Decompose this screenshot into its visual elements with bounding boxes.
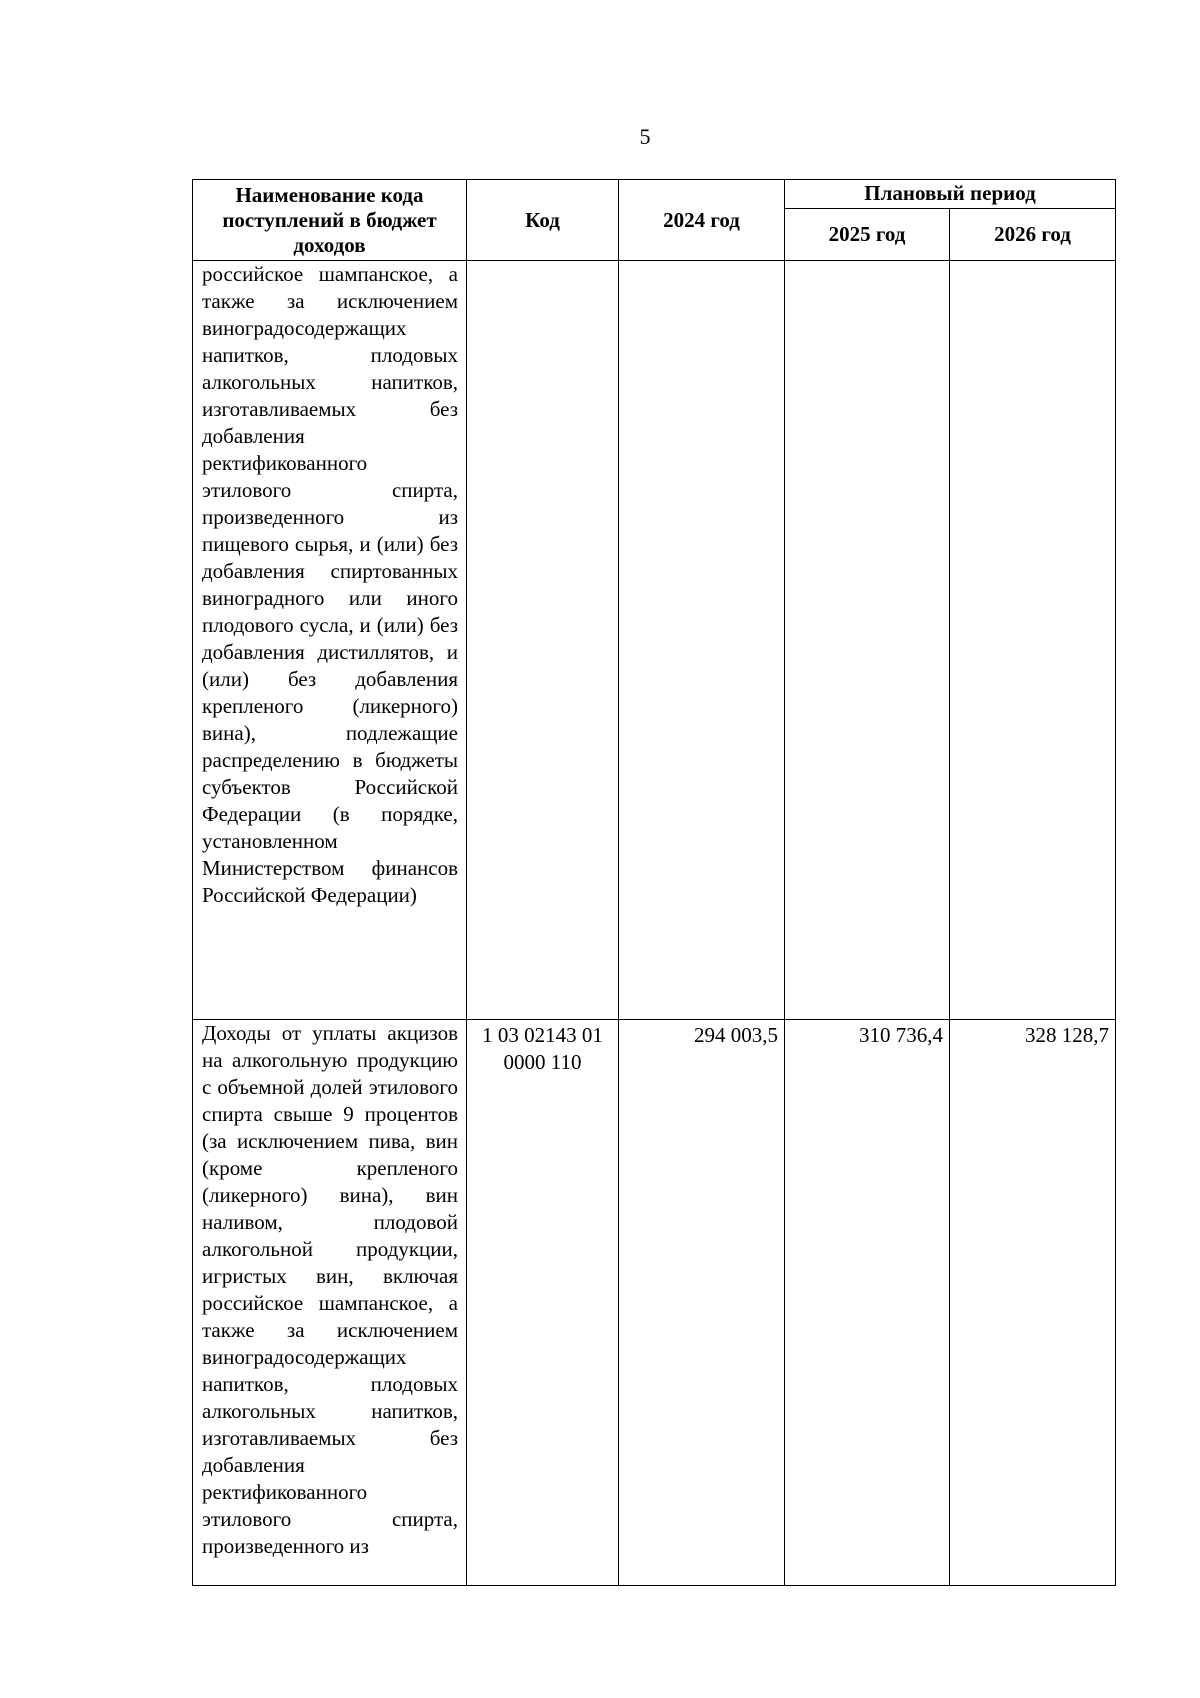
row-2026-cell: 328 128,7 xyxy=(950,1020,1116,1586)
table-row xyxy=(193,261,1116,1020)
row-code-cell: 1 03 02143 01 0000 110 xyxy=(467,1020,619,1586)
row-2024-cell xyxy=(619,261,785,1020)
header-2024: 2024 год xyxy=(619,180,785,261)
row-code-cell xyxy=(467,261,619,1020)
row-2026-cell xyxy=(950,261,1116,1020)
header-planned-period: Плановый период xyxy=(785,180,1116,209)
row-2025-cell: 310 736,4 xyxy=(785,1020,950,1586)
header-2025: 2025 год xyxy=(785,208,950,260)
row-name-cell: Доходы от уплаты акцизов на алкогольную продукцию с объемной долей этилового спирта свыше 9 процентов (за исключением пива, вин (кроме крепленого (ликерного) вина), вин наливом, плодовой алкогольной продукции, игристых вин, включая российское шампанское, а также за исключением виноградосодержащих напитков, плодовых алкогольных напитков, изготавливаемых без добавления ректификованного этилового спирта, произведенного из xyxy=(193,1020,467,1586)
header-code: Код xyxy=(467,180,619,261)
header-name: Наименование кода поступлений в бюджет доходов xyxy=(193,180,467,261)
row-name-cell: российское шампанское, а также за исключением виноградосодержащих напитков, плодовых алкогольных напитков, изготавливаемых без добавления ректификованного этилового спирта, произведенного из пищевого сырья, и (или) без добавления спиртованных виноградного или иного плодового сусла, и (или) без добавления дистиллятов, и (или) без добавления крепленого (ликерного) вина), подлежащие распределению в бюджеты субъектов Российской Федерации (в порядке, установленном Министерством финансов Российской Федерации) xyxy=(193,261,467,1020)
row-2025-cell xyxy=(785,261,950,1020)
row-2024-cell: 294 003,5 xyxy=(619,1020,785,1586)
budget-revenue-table xyxy=(192,179,1116,1586)
header-2026: 2026 год xyxy=(950,208,1116,260)
page-number: 5 xyxy=(639,124,651,149)
table-row xyxy=(193,1020,1116,1586)
